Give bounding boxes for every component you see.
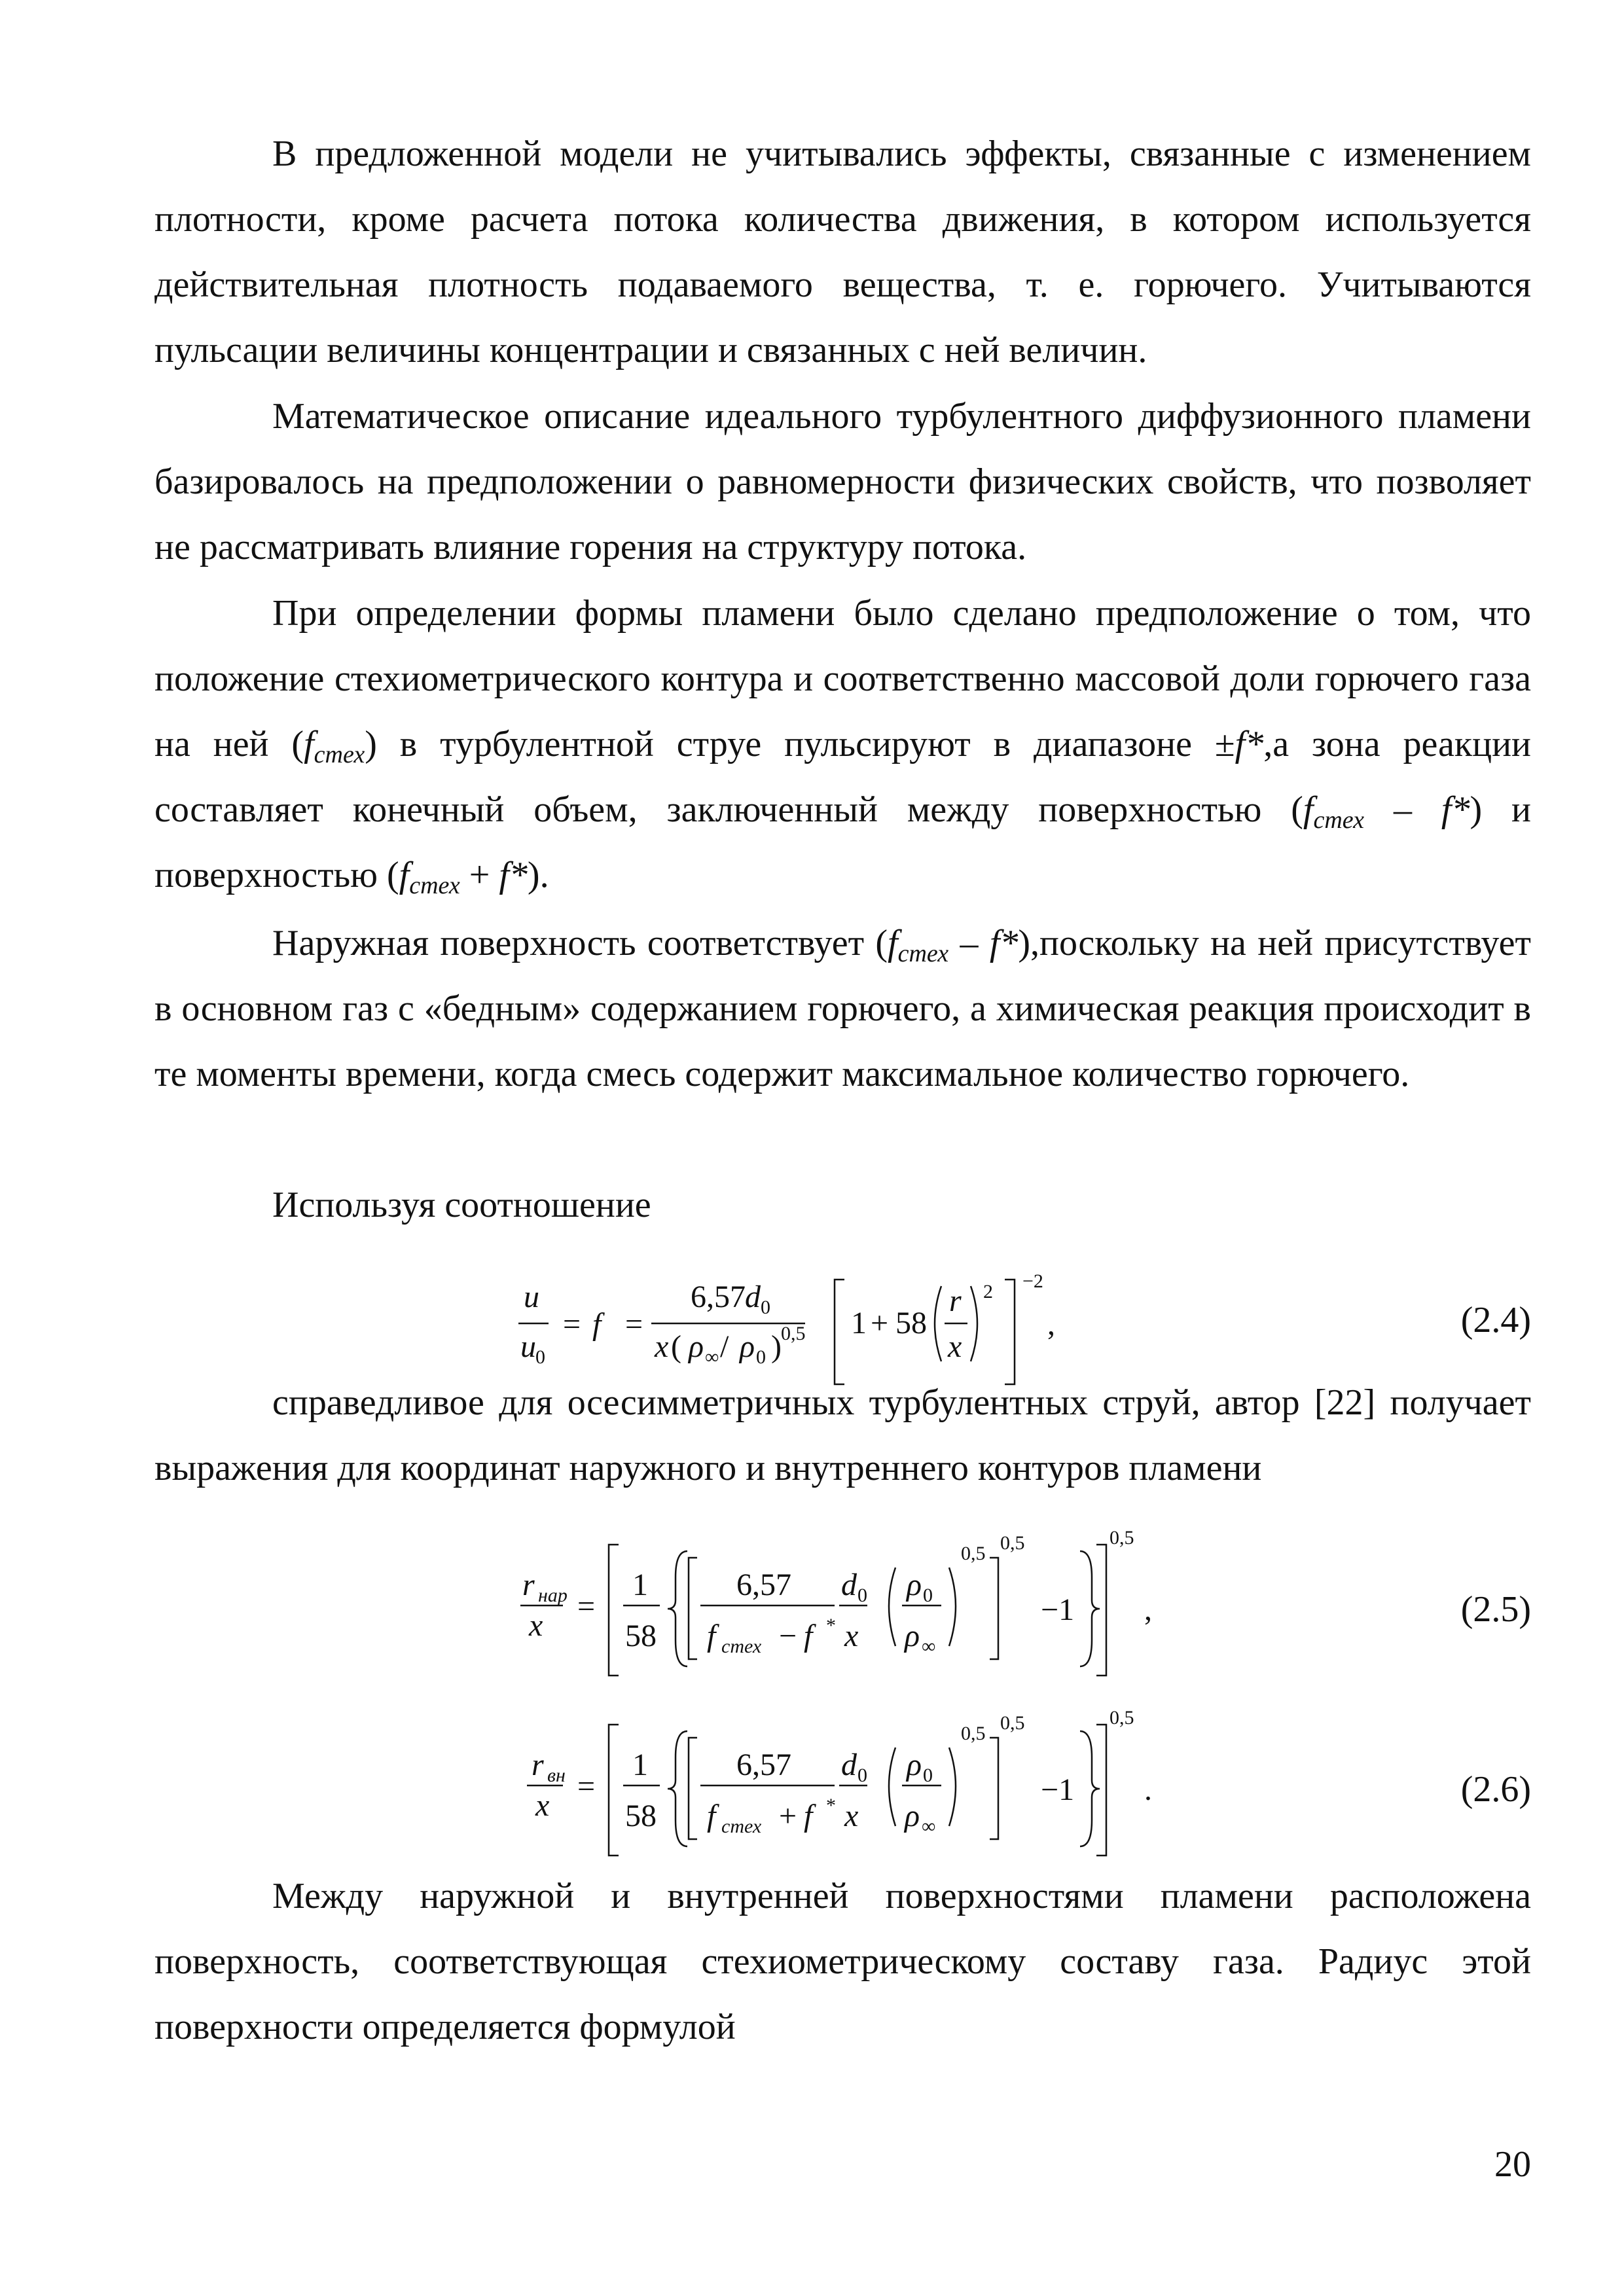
paragraph-4 (154, 910, 1531, 1107)
eq-r-sub: нар (538, 1585, 568, 1606)
paragraph-1 (154, 121, 1531, 383)
eq-r: r (949, 1283, 962, 1318)
eq-one: 1 (851, 1306, 867, 1340)
eq-coef: 6,57 (691, 1280, 746, 1314)
eq-rho-inf: ρ (905, 1799, 920, 1833)
paragraph-5 (154, 1172, 1531, 1238)
eq-d-sub: 0 (857, 1585, 867, 1606)
eq-plus: + (871, 1306, 889, 1340)
eq-exp-inner: 0,5 (961, 1543, 986, 1564)
eq-x: x (655, 1329, 669, 1364)
eq-end: . (1144, 1772, 1152, 1807)
eq-one: 1 (632, 1568, 648, 1602)
symbol-f-star: f* (989, 923, 1019, 963)
symbol-f: f (399, 855, 410, 895)
text-run: ,а зона реакции составляет конечный объем, заключенный между поверхностью ( (154, 724, 1532, 830)
paragraph-text: Математическое описание идеального турбулентного диффузионного пламени базировалось на предположении о равномерности физических свойств, что позволяет не рассматривать влияние горения на структуру потока. (154, 396, 1531, 567)
text-run: ) в турбулентной струе пульсируют в диапазоне ± (365, 724, 1235, 764)
paragraph-text: Между наружной и внутренней поверхностями пламени расположена поверхность, соответствующая стехиометрическому составу газа. Радиус этой поверхности определяется формулой (154, 1876, 1531, 2047)
text-run: ) и поверхностью ( (154, 789, 1532, 895)
equation-2-6 (0, 1702, 1624, 1872)
eq-f: f (707, 1619, 716, 1653)
equation-2-5-graphic (0, 1522, 1624, 1692)
paragraph-text (154, 581, 1531, 908)
eq-f-2: f (804, 1799, 813, 1833)
symbol-f: f (304, 724, 314, 764)
paragraph-text: Используя соотношение (272, 1185, 651, 1225)
eq-minus-1: −1 (1041, 1592, 1075, 1627)
eq-u0-sub: 0 (535, 1346, 545, 1368)
eq-f-sub: стех (721, 1816, 762, 1837)
eq-equals-2: = (625, 1307, 643, 1342)
eq-r: r (522, 1568, 535, 1602)
eq-rho-0: ρ (907, 1748, 922, 1782)
eq-x: x (529, 1608, 543, 1643)
plus-sign: + (469, 855, 490, 895)
eq-minus-1: −1 (1041, 1772, 1075, 1807)
paragraph-6 (154, 1370, 1531, 1501)
eq-exp-outer: 0,5 (1110, 1707, 1134, 1729)
paragraph-2 (154, 384, 1531, 580)
subscript-stekh: стех (1313, 806, 1364, 834)
eq-u0: u (520, 1329, 536, 1364)
eq-equals: = (577, 1769, 596, 1804)
eq-d: d (841, 1568, 857, 1602)
eq-d0-sub: 0 (761, 1297, 770, 1318)
eq-equals: = (577, 1589, 596, 1624)
eq-rho0-sub: 0 (756, 1346, 766, 1368)
subscript-stekh: стех (314, 741, 365, 768)
eq-r: r (532, 1748, 544, 1782)
subscript-stekh: стех (409, 872, 460, 899)
equation-2-5 (0, 1522, 1624, 1692)
paragraph-text (154, 910, 1531, 1107)
eq-x-2: x (948, 1329, 962, 1364)
text-run: При определении формы пламени было сделано предположение о том, что положение стехиометрического контура и соответственно массовой доли горючего газа на ней ( (154, 593, 1531, 764)
eq-rho-0: ρ (907, 1568, 922, 1602)
eq-exp-mid: 0,5 (1000, 1532, 1025, 1554)
eq-exp-outer: 0,5 (1110, 1527, 1134, 1549)
symbol-f-star: f* (499, 855, 528, 895)
eq-star: * (826, 1795, 836, 1816)
eq-inf-sub: ∞ (922, 1636, 936, 1657)
eq-inf-sub: ∞ (922, 1816, 936, 1837)
paragraph-3 (154, 581, 1531, 908)
eq-slash: / (720, 1329, 729, 1364)
eq-f: f (592, 1307, 602, 1342)
eq-exp-2: 2 (983, 1281, 993, 1302)
eq-open: ( (671, 1329, 681, 1364)
eq-exp-m2: −2 (1022, 1270, 1043, 1292)
eq-x-2: x (844, 1799, 859, 1833)
minus-sign: – (960, 923, 979, 963)
eq-coef: 6,57 (736, 1748, 791, 1782)
equation-2-6-graphic (0, 1702, 1624, 1872)
eq-d-sub: 0 (857, 1765, 867, 1786)
eq-rho-inf: ρ (905, 1619, 920, 1653)
eq-close: ) (771, 1329, 782, 1364)
paragraph-text: справедливое для осесимметричных турбулентных струй, автор [22] получает выражения для координат наружного и внутреннего контуров пламени (154, 1382, 1531, 1488)
eq-x-2: x (844, 1619, 859, 1653)
eq-x: x (535, 1788, 550, 1823)
symbol-f: f (1303, 789, 1314, 830)
eq-rho0-sub: 0 (923, 1585, 933, 1606)
eq-f-sub: стех (721, 1636, 762, 1657)
eq-f-2: f (804, 1619, 813, 1653)
equation-number: (2.6) (1460, 1769, 1531, 1810)
eq-inf-sub: ∞ (705, 1346, 719, 1368)
eq-op: − (779, 1619, 797, 1653)
eq-equals: = (563, 1307, 581, 1342)
eq-exp-inner: 0,5 (961, 1723, 986, 1744)
eq-star: * (826, 1615, 836, 1636)
symbol-f-star: f* (1235, 724, 1264, 764)
eq-rho-0: ρ (740, 1329, 755, 1364)
eq-58: 58 (625, 1619, 657, 1653)
eq-one: 1 (632, 1748, 648, 1782)
subscript-stekh: стех (897, 940, 949, 967)
eq-coef: 6,57 (736, 1568, 791, 1602)
equation-number: (2.5) (1460, 1589, 1531, 1630)
eq-exp-mid: 0,5 (1000, 1712, 1025, 1734)
eq-comma: , (1047, 1307, 1055, 1342)
page-number: 20 (1494, 2144, 1531, 2185)
eq-d: d (841, 1748, 857, 1782)
paragraph-7 (154, 1863, 1531, 2060)
paragraph-text: В предложенной модели не учитывались эффекты, связанные с изменением плотности, кроме расчета потока количества движения, в котором используется действительная плотность подаваемого вещества, т. е. горючего. Учитываются пульсации величины концентрации и связанных с ней величин. (154, 134, 1531, 370)
eq-op: + (779, 1799, 797, 1833)
eq-d0: d (745, 1280, 761, 1314)
eq-u: u (524, 1280, 539, 1314)
eq-58: 58 (895, 1306, 927, 1340)
eq-rho-inf: ρ (689, 1329, 704, 1364)
text-run: ),поскольку на ней присутствует в основном газ с «бедным» содержанием горючего, а химическая реакция происходит в те моменты времени, когда смесь содержит максимальное количество горючего. (154, 923, 1532, 1094)
minus-sign: – (1393, 789, 1412, 830)
text-run: ). (527, 855, 549, 895)
eq-58: 58 (625, 1799, 657, 1833)
eq-r-sub: вн (547, 1765, 566, 1786)
eq-f: f (707, 1799, 716, 1833)
symbol-f: f (888, 923, 898, 963)
equation-number: (2.4) (1460, 1300, 1531, 1340)
eq-exp-05: 0,5 (781, 1323, 806, 1344)
symbol-f-star: f* (1441, 789, 1470, 830)
text-run: Наружная поверхность соответствует ( (272, 923, 888, 963)
eq-end: , (1144, 1592, 1152, 1627)
eq-rho0-sub: 0 (923, 1765, 933, 1786)
